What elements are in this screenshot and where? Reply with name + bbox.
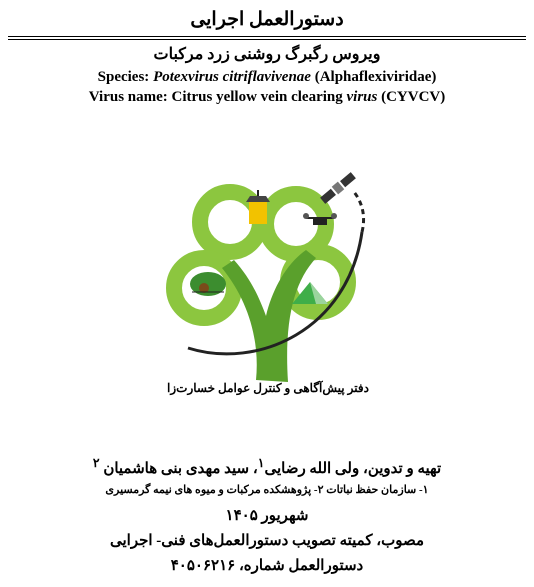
affiliations-line: ۱- سازمان حفظ نباتات ۲- پژوهشکده مرکبات و میوه های نیمه گرمسیری xyxy=(105,484,429,496)
orbit-arc-dashed-icon xyxy=(354,192,364,232)
logo-caption: دفتر پیش‌آگاهی و کنترل عوامل خسارت‌زا xyxy=(167,381,369,395)
author-1-affiliation-mark: ۱ xyxy=(257,456,265,470)
authors-prefix: تهیه و تدوین، xyxy=(359,461,442,477)
species-line xyxy=(0,67,534,87)
header-rule xyxy=(8,36,526,37)
species-prefix: Species: xyxy=(97,69,154,85)
species-italic: Potexvirus citriflavivenae xyxy=(153,69,311,85)
virus-name-suffix: (CYVCV) xyxy=(377,89,446,105)
persian-virus-title: ویروس رگبرگ روشنی زرد مرکبات xyxy=(153,46,381,63)
satellite-icon xyxy=(319,171,356,204)
author-2-affiliation-mark: ۲ xyxy=(92,456,100,470)
authors-separator: ، xyxy=(249,461,258,477)
virus-name-italic: virus xyxy=(346,89,378,105)
publication-date: شهریور ۱۴۰۵ xyxy=(225,508,309,524)
approval-line: مصوب، کمیته تصویب دستورالعمل‌های فنی- اجرایی xyxy=(110,533,424,549)
header-rule-secondary xyxy=(8,39,526,40)
virus-name-line xyxy=(0,87,534,107)
instruction-number: دستورالعمل شماره، ۴۰۵۰۶۲۱۶ xyxy=(170,558,364,574)
organization-logo xyxy=(148,160,388,400)
authors-line xyxy=(0,452,534,480)
author-1: ولی الله رضایی xyxy=(264,461,360,477)
author-2: سید مهدی بنی هاشمیان xyxy=(103,461,250,477)
plant-pest-icon xyxy=(190,272,226,296)
species-suffix: (Alphaflexiviridae) xyxy=(310,69,437,85)
virus-name-prefix: Virus name: Citrus yellow vein clearing xyxy=(88,89,347,105)
document-header-title: دستورالعمل اجرایی xyxy=(190,9,344,30)
